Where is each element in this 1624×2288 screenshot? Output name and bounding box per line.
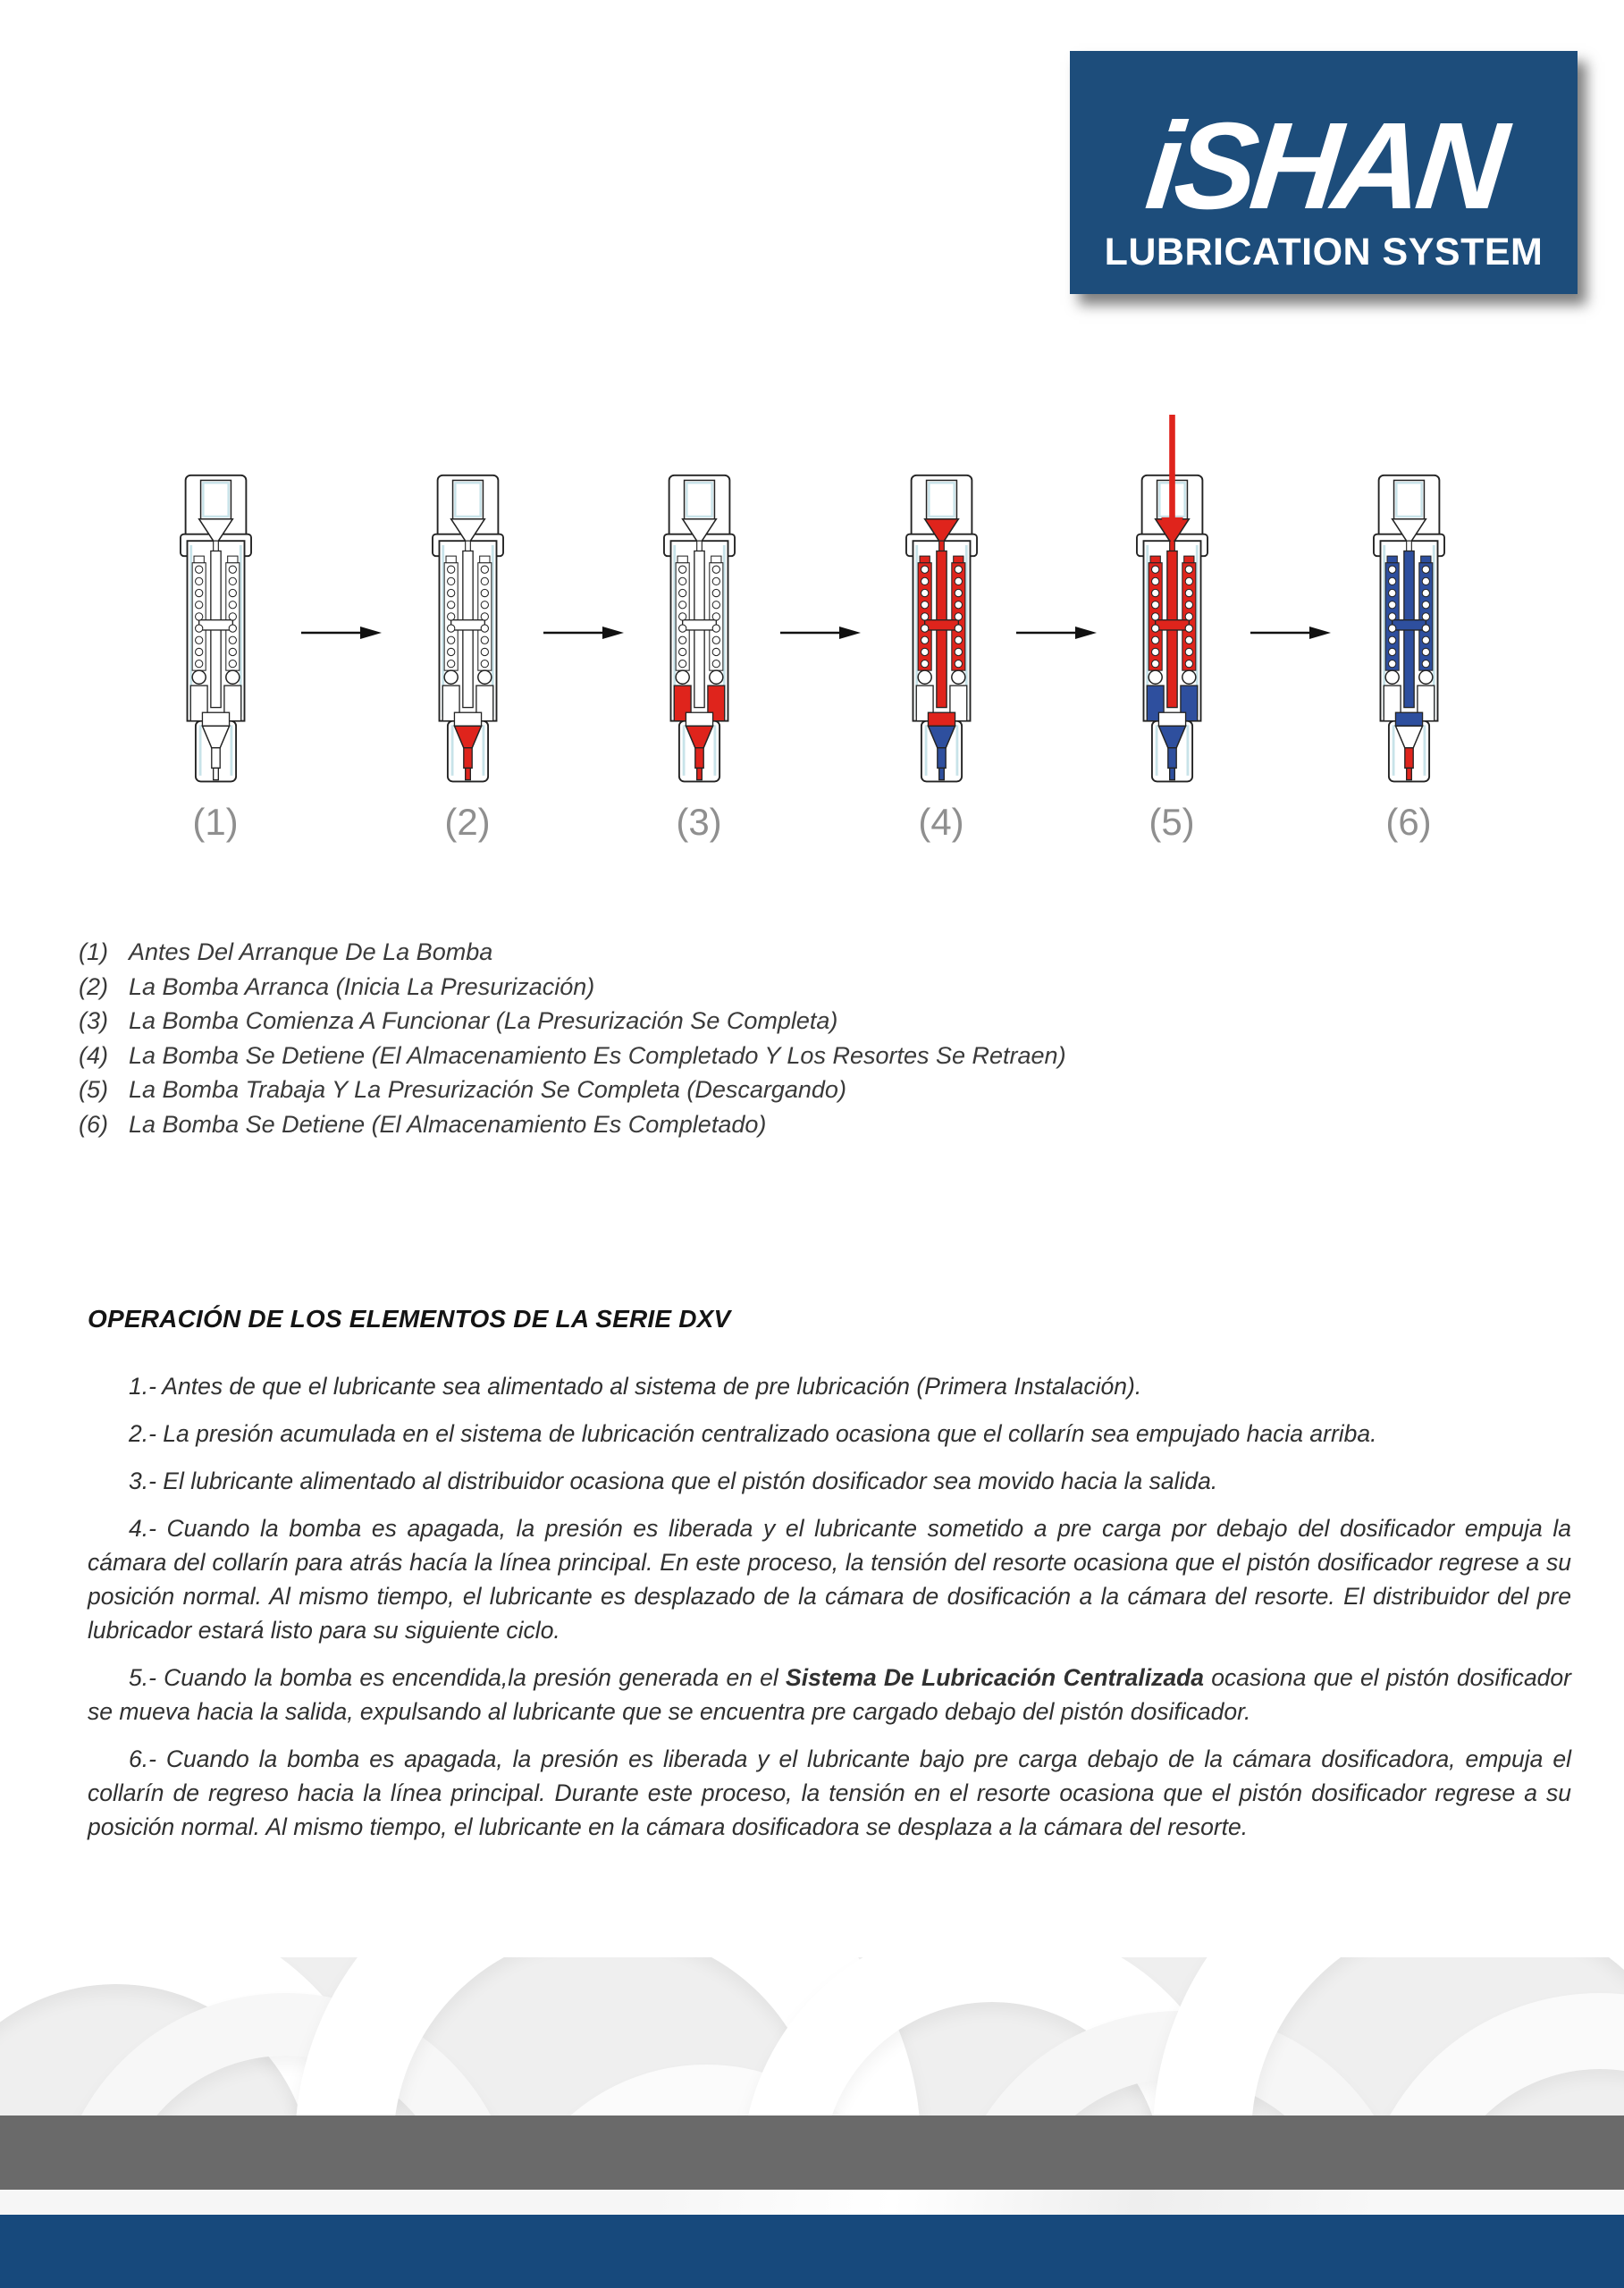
caption-item <box>79 1072 1419 1107</box>
caption-text: La Bomba Se Detiene (El Almacenamiento Es Completado Y Los Resortes Se Retraen) <box>129 1041 1066 1069</box>
valve-cross-section <box>649 415 750 802</box>
caption-number: (3) <box>79 1007 108 1034</box>
valve-cross-section <box>1122 415 1223 802</box>
valve-stage-label: (2) <box>444 801 491 843</box>
operation-paragraph-5 <box>88 1661 1571 1729</box>
company-logo <box>1070 51 1578 294</box>
brand-tagline: LUBRICATION SYSTEM <box>1104 231 1544 273</box>
caption-text: La Bomba Arranca (Inicia La Presurización) <box>129 972 595 1000</box>
flow-arrow <box>1250 626 1331 640</box>
caption-number: (1) <box>79 938 108 965</box>
operation-paragraph-3 <box>88 1464 1571 1498</box>
footer-light-strip <box>0 2190 1624 2215</box>
valve-stage-label: (4) <box>918 801 964 843</box>
valve-cross-section <box>165 415 266 802</box>
paragraph-text: 1.- Antes de que el lubricante sea alimentado al sistema de pre lubricación (Primera Instalación). <box>129 1373 1142 1400</box>
paragraph-text: 3.- El lubricante alimentado al distribuidor ocasiona que el pistón dosificador sea movido hacia la salida. <box>129 1468 1218 1494</box>
section-heading: OPERACIÓN DE LOS ELEMENTOS DE LA SERIE DXV <box>88 1305 731 1333</box>
valve-stage-1 <box>165 415 266 806</box>
operation-paragraph-2 <box>88 1417 1571 1451</box>
valve-cross-section <box>1359 415 1460 802</box>
caption-item <box>79 1004 1419 1039</box>
footer-gray-bar <box>0 2116 1624 2190</box>
valve-stage-4 <box>891 415 992 806</box>
valve-cross-section <box>417 415 518 802</box>
bold-term: Sistema De Lubricación Centralizada <box>786 1664 1205 1691</box>
operation-paragraph-1 <box>88 1369 1571 1403</box>
flow-arrow <box>780 626 861 640</box>
caption-item <box>79 1107 1419 1142</box>
caption-item <box>79 1039 1419 1073</box>
operation-paragraph-6 <box>88 1742 1571 1844</box>
valve-stage-6 <box>1359 415 1460 806</box>
caption-item <box>79 935 1419 970</box>
flow-arrow <box>301 626 382 640</box>
paragraph-text: 5.- Cuando la bomba es encendida,la presión generada en el <box>129 1664 787 1691</box>
valve-stage-label: (3) <box>676 801 722 843</box>
paragraph-text: 6.- Cuando la bomba es apagada, la presión es liberada y el lubricante bajo pre carga debajo de la cámara dosificadora, empuja el collarín de regreso hacia la línea principal. Durante este proceso, la tensión en el resorte ocasiona que el pistón dosificador regrese a su posición normal. Al mismo tiempo, el lubricante en la cámara dosificadora se desplaza a la cámara del resorte. <box>88 1745 1571 1840</box>
valve-cross-section <box>891 415 992 802</box>
caption-number: (2) <box>79 972 108 1000</box>
caption-text: La Bomba Se Detiene (El Almacenamiento Es Completado) <box>129 1110 767 1138</box>
footer-blue-bar <box>0 2215 1624 2288</box>
brand-wordmark: iSHAN <box>1140 97 1508 235</box>
stage-caption-list <box>79 935 1419 1141</box>
paragraph-text: 4.- Cuando la bomba es apagada, la presión es liberada y el lubricante sometido a pre carga por debajo del dosificador empuja la cámara del collarín para atrás hacía la línea principal. En este proceso, la tensión del resorte ocasiona que el pistón dosificador regrese a su posición normal. Al mismo tiempo, el lubricante es desplazado de la cámara de dosificación a la cámara del resorte. El distribuidor del pre lubricador estará listo para su siguiente ciclo. <box>88 1515 1571 1644</box>
flow-arrow <box>1016 626 1097 640</box>
valve-stage-label: (5) <box>1149 801 1195 843</box>
operation-paragraphs <box>88 1369 1571 1857</box>
valve-stage-5 <box>1122 415 1223 806</box>
operation-paragraph-4 <box>88 1511 1571 1647</box>
paragraph-text: ocasiona que el pistón dosificador se mueva hacia la salida, expulsando al lubricante que se encuentra pre cargado debajo del pistón dosificador. <box>88 1664 1571 1725</box>
caption-text: La Bomba Trabaja Y La Presurización Se Completa (Descargando) <box>129 1076 846 1103</box>
caption-number: (6) <box>79 1110 108 1138</box>
valve-stage-label: (6) <box>1385 801 1432 843</box>
valve-stage-2 <box>417 415 518 806</box>
caption-number: (5) <box>79 1076 108 1103</box>
caption-text: La Bomba Comienza A Funcionar (La Presurización Se Completa) <box>129 1007 838 1034</box>
caption-number: (4) <box>79 1041 108 1069</box>
paragraph-text: 2.- La presión acumulada en el sistema de lubricación centralizado ocasiona que el collarín sea empujado hacia arriba. <box>129 1420 1377 1447</box>
valve-stage-label: (1) <box>192 801 239 843</box>
caption-item <box>79 970 1419 1005</box>
inlet-pressure-line <box>1169 415 1175 519</box>
flow-arrow <box>543 626 624 640</box>
caption-text: Antes Del Arranque De La Bomba <box>129 938 493 965</box>
valve-stage-3 <box>649 415 750 806</box>
